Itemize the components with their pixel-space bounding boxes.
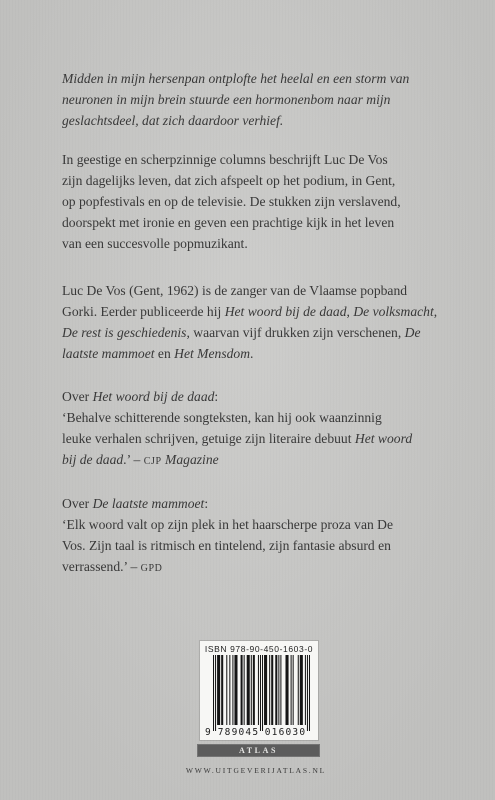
bio-text: , xyxy=(433,304,438,319)
barcode-bar xyxy=(278,655,279,725)
review-label: Over xyxy=(62,496,93,511)
review-source: CJP xyxy=(143,456,162,467)
text-line xyxy=(62,301,437,322)
text-line xyxy=(62,407,437,428)
review-label: : xyxy=(204,496,209,511)
barcode-bar xyxy=(217,655,220,725)
text-line xyxy=(62,428,437,449)
barcode-bar xyxy=(269,655,270,725)
barcode-bar xyxy=(215,655,216,731)
barcode-bar xyxy=(244,655,245,725)
text-line xyxy=(62,280,437,301)
barcode-bar xyxy=(226,655,227,725)
ean-first-digit: 9 xyxy=(205,727,212,738)
text-line: geslachtsdeel, dat zich daardoor verhief. xyxy=(62,113,284,128)
barcode-bar xyxy=(307,655,308,731)
barcode-bar xyxy=(300,655,303,725)
text-line xyxy=(62,514,437,535)
review-heading xyxy=(62,386,437,407)
isbn-label: ISBN 978-90-450-1603-0 xyxy=(204,644,314,654)
back-cover-text xyxy=(62,68,437,577)
text-line: Midden in mijn hersenpan ontplofte het heelal en een storm van xyxy=(62,71,410,86)
barcode-bar xyxy=(229,655,230,725)
review-source: GPD xyxy=(140,563,163,574)
text-line: op popfestivals en op de televisie. De stukken zijn verslavend, xyxy=(62,194,401,209)
barcode-bar xyxy=(232,655,233,725)
barcode-bar xyxy=(260,655,261,731)
review-label: : xyxy=(214,389,219,404)
review-source: Magazine xyxy=(165,452,219,467)
book-title: Het woord xyxy=(354,431,413,446)
book-title: bij de daad xyxy=(62,452,124,467)
review-quote: .’ – xyxy=(123,452,144,467)
ean-left-digits: 789045 xyxy=(217,727,260,738)
barcode-bar xyxy=(275,655,277,725)
barcode-bar xyxy=(247,655,250,725)
barcode-bar xyxy=(291,655,292,725)
author-bio xyxy=(62,280,437,364)
bio-text: en xyxy=(154,346,175,361)
barcode-bar xyxy=(262,655,263,731)
book-title: De xyxy=(404,325,421,340)
text-line: doorspekt met ironie en geven een prachtige kijk in het leven xyxy=(62,215,395,230)
book-title: Het woord bij de daad xyxy=(92,389,215,404)
text-line: In geestige en scherpzinnige columns beschrijft Luc De Vos xyxy=(62,152,388,167)
text-line xyxy=(62,343,437,364)
book-title: De rest is geschiedenis xyxy=(62,325,187,340)
bio-text: , xyxy=(346,304,354,319)
review-quote: leuke verhalen schrijven, getuige zijn literaire debuut xyxy=(62,431,355,446)
barcode-bars xyxy=(213,655,310,735)
review-heading xyxy=(62,493,437,514)
description xyxy=(62,149,437,254)
text-line xyxy=(62,556,437,577)
barcode-bar xyxy=(258,655,259,725)
publisher-logo: ATLAS xyxy=(197,744,320,757)
publisher-website: WWW.UITGEVERIJATLAS.NL xyxy=(185,766,327,775)
text-line: zijn dagelijks leven, dat zich afspeelt op het podium, in Gent, xyxy=(62,173,396,188)
barcode-bar xyxy=(241,655,243,725)
bio-text: Gorki. Eerder publiceerde hij xyxy=(62,304,225,319)
isbn-barcode xyxy=(200,641,318,740)
barcode-bar xyxy=(285,655,288,725)
book-title: De laatste mammoet xyxy=(92,496,205,511)
barcode-bar xyxy=(251,655,252,725)
barcode-bar xyxy=(280,655,281,725)
barcode-bar xyxy=(293,655,294,725)
book-title: Het Mensdom xyxy=(174,346,251,361)
barcode-bar xyxy=(309,655,310,731)
review-de-laatste-mammoet xyxy=(62,493,437,577)
opening-quote xyxy=(62,68,437,131)
book-title: De volksmacht xyxy=(353,304,434,319)
review-quote: ‘Elk woord valt op zijn plek in het haarscherpe proza van De xyxy=(62,517,394,532)
barcode-bar xyxy=(234,655,237,725)
barcode-bar xyxy=(298,655,299,725)
barcode-bar xyxy=(253,655,255,725)
text-line xyxy=(62,322,437,343)
book-title: laatste mammoet xyxy=(62,346,155,361)
review-label: Over xyxy=(62,389,93,404)
review-quote: Vos. Zijn taal is ritmisch en tintelend, zijn fantasie absurd en xyxy=(62,538,391,553)
barcode-bar xyxy=(305,655,306,725)
text-line xyxy=(62,449,437,470)
bio-text: , waarvan vijf drukken zijn verschenen, xyxy=(186,325,405,340)
text-line: neuronen in mijn brein stuurde een hormonenbom naar mijn xyxy=(62,92,391,107)
bio-text: Luc De Vos (Gent, 1962) is de zanger van de Vlaamse popband xyxy=(62,283,408,298)
barcode-bar xyxy=(221,655,223,725)
book-title: Het woord bij de daad xyxy=(224,304,347,319)
review-quote: ‘Behalve schitterende songteksten, kan hij ook waanzinnig xyxy=(62,410,382,425)
bio-text: . xyxy=(250,346,254,361)
review-quote: verrassend.’ – xyxy=(62,559,141,574)
text-line xyxy=(62,535,437,556)
barcode-bar xyxy=(213,655,214,731)
review-het-woord-bij-de-daad xyxy=(62,386,437,470)
ean-right-digits: 016030 xyxy=(264,727,307,738)
text-line: van een succesvolle popmuzikant. xyxy=(62,236,248,251)
barcode-bar xyxy=(271,655,273,725)
barcode-bar xyxy=(264,655,267,725)
